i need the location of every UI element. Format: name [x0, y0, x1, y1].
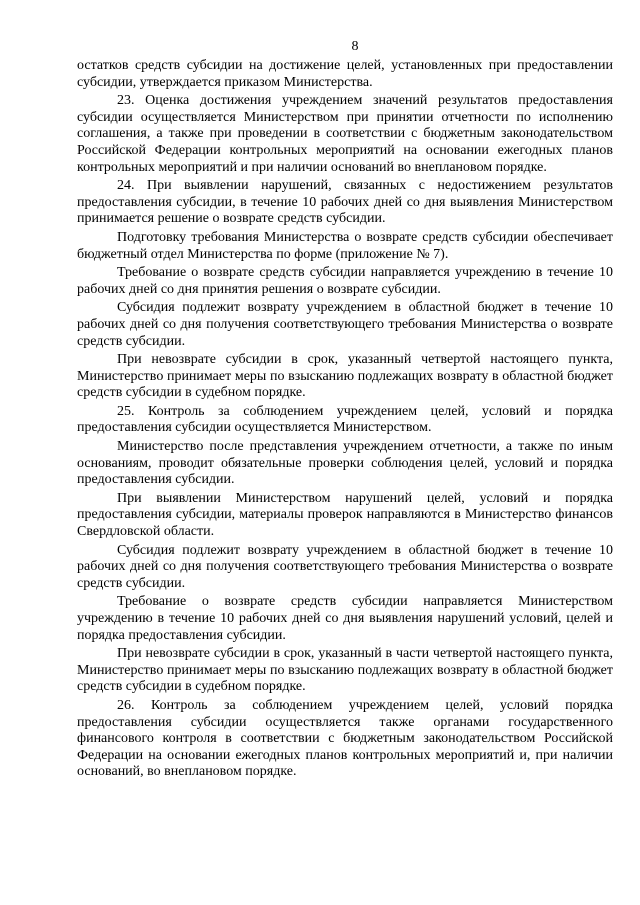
- paragraph-24-demand: Требование о возврате средств субсидии направляется учреждению в течение 10 рабочих дней со дня принятия решения о возврате субсидии.: [77, 265, 613, 297]
- paragraph-26: 26. Контроль за соблюдением учреждением целей, условий порядка предоставления субсидии осуществляется также органами государственного финансового контроля в соответствии с бюджетным законодательством Российской Федерации на основании ежегодных планов контрольных мероприятий и, при наличии оснований, во внеплановом порядке.: [77, 697, 613, 780]
- paragraph-continuation: остатков средств субсидии на достижение целей, установленных при предоставлении субсидии, утверждается приказом Министерства.: [77, 58, 613, 90]
- paragraph-25-demand: Требование о возврате средств субсидии направляется Министерством учреждению в течение 10 рабочих дней со дня выявления нарушений условий, целей и порядка предоставления субсидии.: [77, 594, 613, 643]
- paragraph-24-refund: Субсидия подлежит возврату учреждением в областной бюджет в течение 10 рабочих дней со дня получения соответствующего требования Министерства о возврате средств субсидии.: [77, 300, 613, 349]
- paragraph-23: 23. Оценка достижения учреждением значений результатов предоставления субсидии осуществляется Министерством при принятии отчетности по исполнению соглашения, а также при проведении в соответствии с бюджетным законодательством Российской Федерации контрольных мероприятий на основании ежегодных планов контрольных мероприятий и при наличии оснований во внеплановом порядке.: [77, 93, 613, 175]
- paragraph-25-violations: При выявлении Министерством нарушений целей, условий и порядка предоставления субсидии, материалы проверок направляются в Министерство финансов Свердловской области.: [77, 490, 613, 540]
- paragraph-25-inspections: Министерство после представления учреждением отчетности, а также по иным основаниям, проводит обязательные проверки соблюдения целей, условий и порядка предоставления субсидии.: [77, 439, 613, 488]
- paragraph-24-preparation: Подготовку требования Министерства о возврате средств субсидии обеспечивает бюджетный отдел Министерства по форме (приложение № 7).: [77, 229, 613, 262]
- paragraph-24: 24. При выявлении нарушений, связанных с недостижением результатов предоставления субсидии, в течение 10 рабочих дней со дня выявления Министерством принимается решение о возврате средств субсидии.: [77, 178, 613, 227]
- paragraph-25-nonrefund: При невозврате субсидии в срок, указанный в части четвертой настоящего пункта, Министерство принимает меры по взысканию подлежащих возврату в областной бюджет средств субсидии в судебном порядке.: [77, 646, 613, 695]
- paragraph-25: 25. Контроль за соблюдением учреждением целей, условий и порядка предоставления субсидии осуществляется Министерством.: [77, 403, 613, 436]
- paragraph-24-nonrefund: При невозврате субсидии в срок, указанный четвертой настоящего пункта, Министерство принимает меры по взысканию подлежащих возврату в областной бюджет средств субсидии в судебном порядке.: [77, 352, 613, 401]
- page-number: 8: [351, 39, 359, 54]
- paragraph-25-refund: Субсидия подлежит возврату учреждением в областной бюджет в течение 10 рабочих дней со дня получения соответствующего требования Министерства о возврате средств субсидии.: [77, 542, 613, 591]
